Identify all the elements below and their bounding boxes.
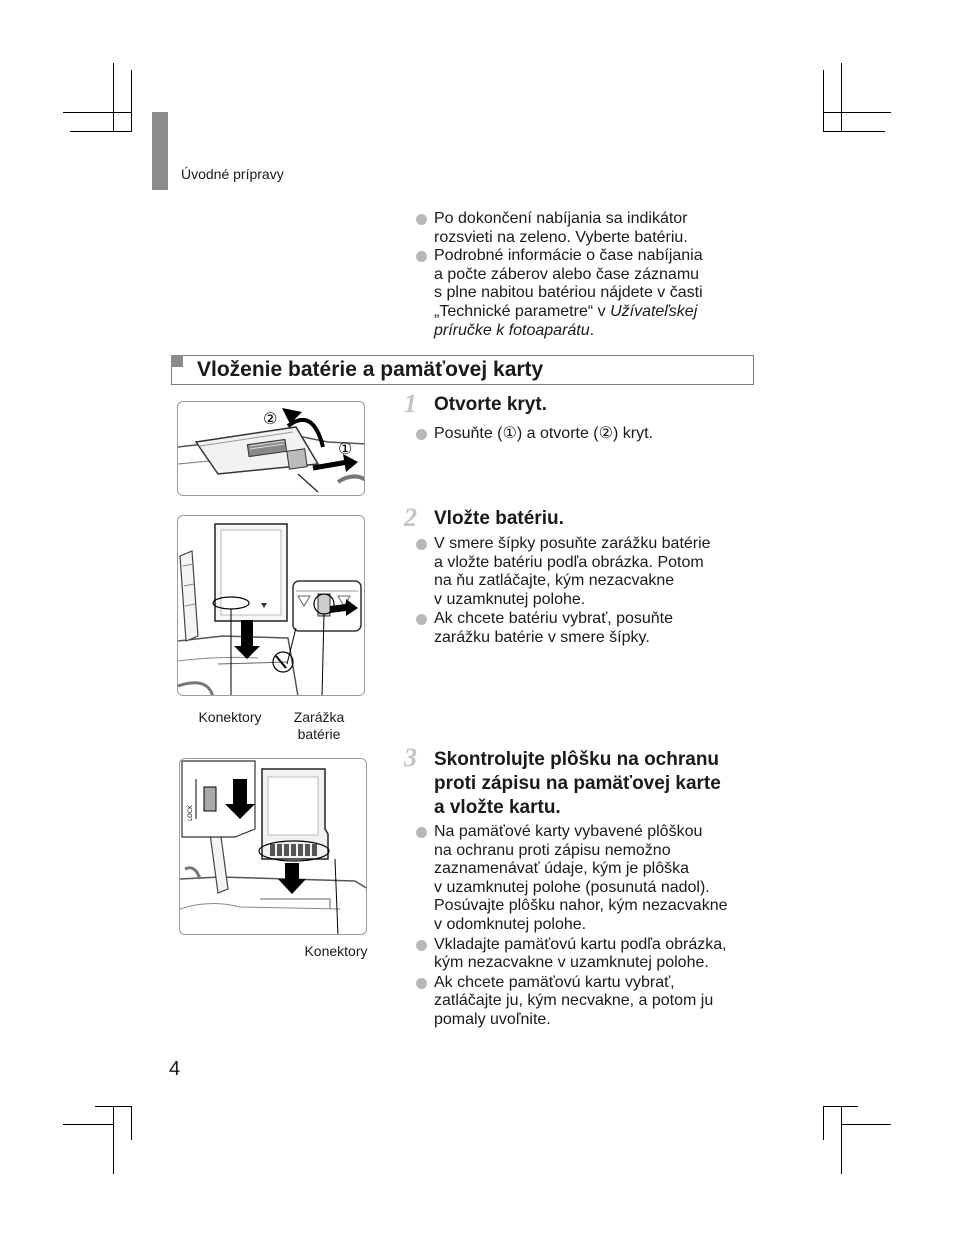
connectors-caption: Konektory — [198, 709, 262, 725]
step-number: 3 — [404, 743, 417, 772]
section-label: Úvodné prípravy — [181, 166, 284, 182]
step-bullet-list — [416, 823, 766, 1030]
bullet-line: s plne nabitou batériou nájdete v časti — [434, 284, 703, 302]
bullet-line: kým nezacvakne v uzamknutej polohe. — [434, 954, 709, 972]
title-line: a vložte kartu. — [434, 797, 561, 818]
crop-mark — [131, 1106, 132, 1140]
crop-mark — [823, 131, 885, 132]
bullet-line — [434, 322, 756, 341]
step-number: 1 — [404, 389, 417, 418]
card-contacts — [270, 844, 317, 856]
list-item — [416, 823, 766, 935]
title-line: Skontrolujte plôšku na ochranu — [434, 749, 720, 770]
bullet-line: zatláčajte ju, kým necvakne, a potom ju — [434, 992, 714, 1010]
bullet-line: Vkladajte pamäťovú kartu podľa obrázka, — [434, 935, 727, 953]
crop-mark — [70, 131, 132, 132]
crop-mark — [841, 63, 842, 131]
list-item — [416, 974, 766, 1030]
bullet-line: Posúvajte plôšku nahor, kým nezacvakne — [434, 897, 728, 915]
memory-card-drawing — [180, 759, 367, 935]
crop-mark — [823, 1106, 858, 1107]
connectors-caption: Konektory — [304, 943, 368, 959]
bullet-line: na ochranu proti zápisu nemožno — [434, 841, 671, 859]
list-item — [416, 210, 756, 247]
bullet-line: Posuňte (①) a otvorte (②) kryt. — [434, 425, 653, 442]
bullet-line: Podrobné informácie o čase nabíjania — [434, 247, 703, 265]
crop-mark — [113, 1106, 114, 1174]
battery-drawing — [178, 516, 365, 696]
bullet-line: pomaly uvoľnite. — [434, 1010, 551, 1028]
bullet-line: a vložte batériu podľa obrázka. Potom — [434, 553, 704, 571]
step-title — [434, 748, 721, 820]
crop-mark — [823, 112, 891, 113]
step-label-2: ② — [263, 409, 278, 428]
reference-prefix: „Technické parametre“ v — [434, 302, 611, 320]
insert-card-illustration — [179, 758, 367, 935]
insert-battery-illustration — [177, 515, 365, 696]
open-cover-illustration — [177, 401, 365, 496]
bullet-line — [434, 303, 756, 322]
lock-label: LOCK — [187, 805, 194, 821]
manual-title: Užívateľskej — [610, 302, 698, 320]
step-number: 2 — [404, 503, 417, 532]
list-item — [416, 610, 756, 647]
bullet-line: rozsvieti na zeleno. Vyberte batériu. — [434, 228, 688, 246]
bullet-line: Po dokončení nabíjania sa indikátor — [434, 210, 688, 227]
crop-mark — [95, 1106, 132, 1107]
list-item — [416, 936, 766, 973]
crop-mark — [63, 112, 131, 113]
crop-mark — [823, 70, 824, 132]
step-title: Otvorte kryt. — [434, 394, 547, 415]
section-heading: Vloženie batérie a pamäťovej karty — [197, 358, 544, 381]
list-item — [416, 535, 756, 609]
bullet-line: Ak chcete pamäťovú kartu vybrať, — [434, 973, 675, 991]
crop-mark — [113, 63, 114, 131]
bullet-line: v uzamknutej polohe (posunutá nadol). — [434, 878, 710, 896]
manual-title: príručke k fotoaparátu — [434, 321, 590, 339]
battery-latch-caption — [284, 709, 354, 743]
reference-suffix: . — [589, 321, 595, 339]
list-item — [416, 425, 756, 444]
bullet-line: a počte záberov alebo čase záznamu — [434, 265, 700, 283]
bullet-line: Ak chcete batériu vybrať, posuňte — [434, 610, 674, 628]
caption-line: Zarážka — [293, 709, 345, 725]
crop-mark — [841, 1124, 891, 1125]
list-item — [416, 247, 756, 340]
bullet-line: zarážku batérie v smere šípky. — [434, 628, 650, 646]
heading-corner-mark — [171, 355, 183, 367]
bullet-line: na ňu zatláčajte, kým nezacvakne — [434, 572, 675, 590]
bullet-line: v uzamknutej polohe. — [434, 590, 586, 608]
step-label-1: ① — [338, 439, 353, 458]
bullet-line: v odomknutej polohe. — [434, 915, 587, 933]
caption-line: batérie — [297, 726, 341, 742]
intro-bullet-list — [416, 210, 756, 340]
title-line: proti zápisu na pamäťovej karte — [434, 773, 721, 794]
bullet-line: Na pamäťové karty vybavené plôškou — [434, 823, 703, 840]
page-number: 4 — [169, 1058, 181, 1080]
step-bullet-list — [416, 535, 756, 648]
camera-cover-drawing — [178, 402, 365, 496]
bullet-line: zaznamenávať údaje, kým je plôška — [434, 860, 690, 878]
crop-mark — [131, 70, 132, 132]
crop-mark — [823, 1106, 824, 1140]
section-tab-bar — [152, 112, 168, 190]
step-title: Vložte batériu. — [434, 508, 564, 529]
crop-mark — [63, 1124, 114, 1125]
crop-mark — [841, 1106, 842, 1174]
step-bullet-list — [416, 425, 756, 444]
bullet-line: V smere šípky posuňte zarážku batérie — [434, 535, 711, 552]
